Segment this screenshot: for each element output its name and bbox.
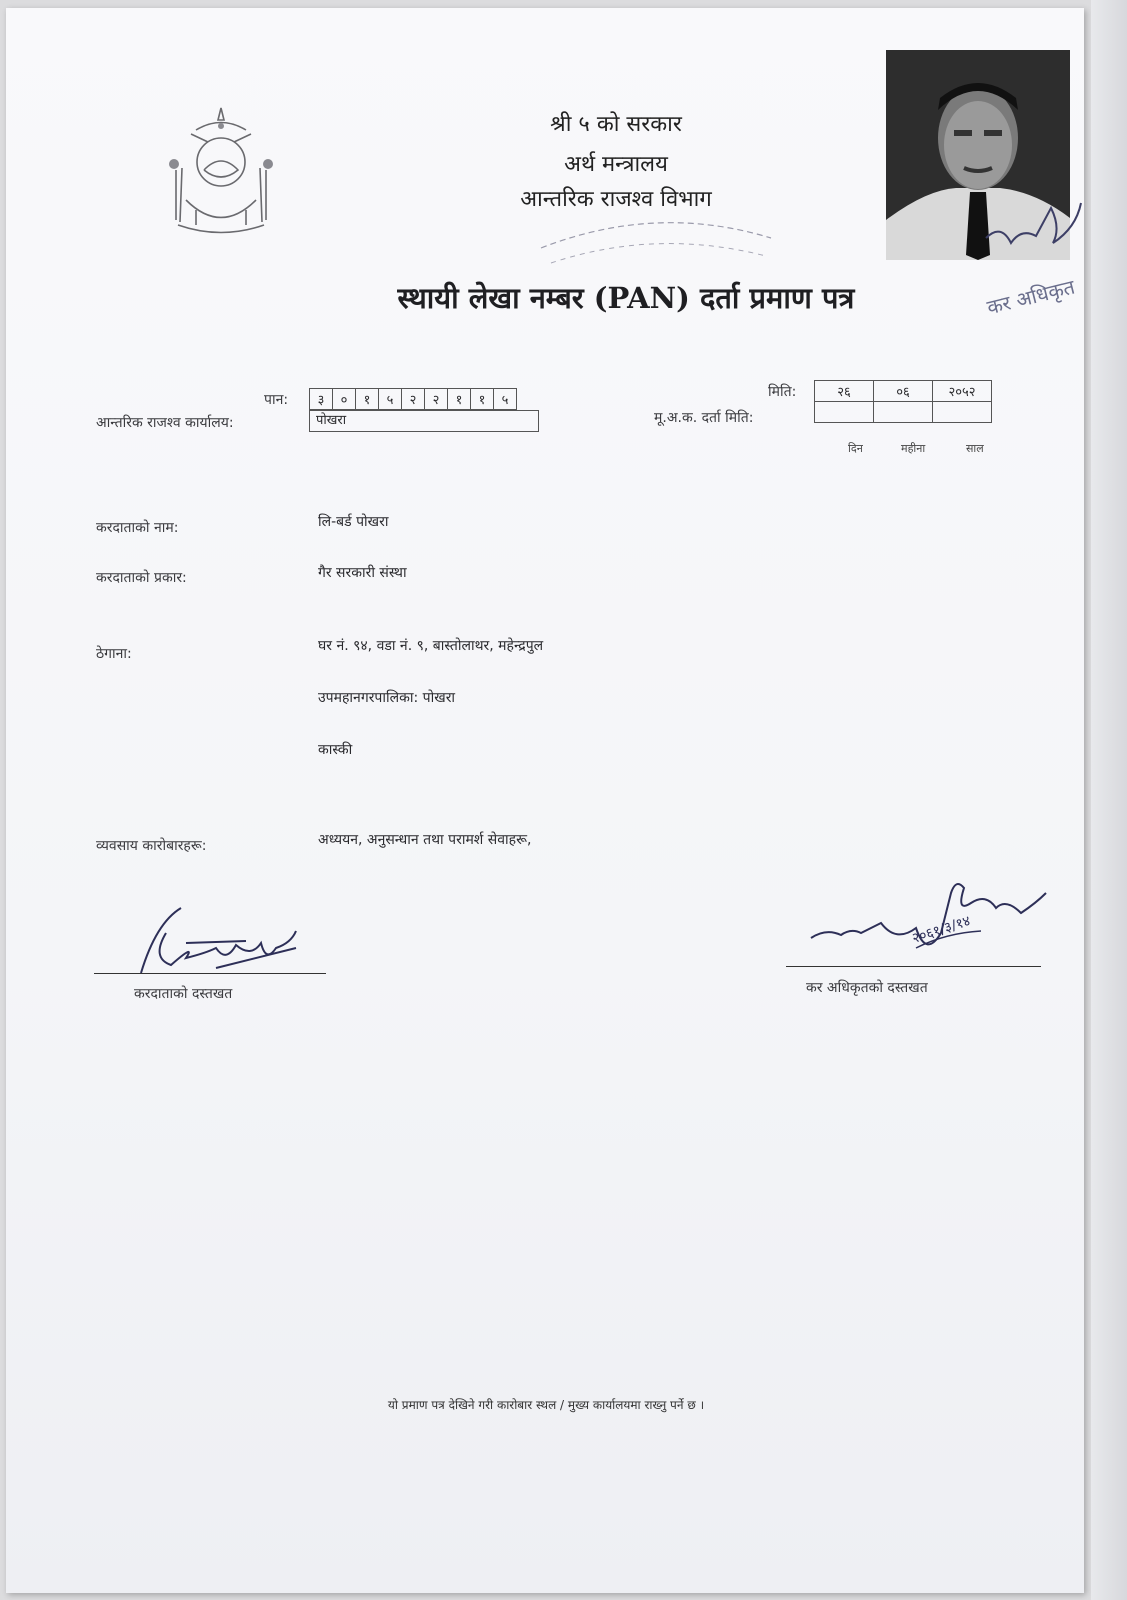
address-line-1: घर नं. ९४, वडा नं. ९, बास्तोलाथर, महेन्द्रपुल [318, 638, 544, 654]
footer-note: यो प्रमाण पत्र देखिने गरी कारोबार स्थल / मुख्य कार्यालयमा राख्नु पर्ने छ । [387, 1398, 705, 1412]
address-line-2: उपमहानगरपालिका: पोखरा [318, 690, 456, 706]
faint-stamp-mark [531, 208, 781, 278]
vat-date-day [815, 402, 874, 423]
office-value: पोखरा [309, 410, 539, 432]
government-heading: श्री ५ को सरकार [550, 112, 682, 137]
office-label: आन्तरिक राजश्व कार्यालय: [96, 415, 234, 431]
vat-date-year [933, 402, 992, 423]
address-line-3: कास्की [318, 742, 353, 758]
taxpayer-signature [126, 903, 326, 983]
pan-digit: २ [402, 389, 425, 410]
date-month: ०६ [874, 381, 933, 402]
pan-digit: ५ [494, 389, 517, 410]
date-label: मिति: [768, 384, 797, 400]
pan-digit: ३ [310, 389, 333, 410]
ministry-heading: अर्थ मन्त्रालय [564, 152, 668, 177]
pan-digit: ५ [379, 389, 402, 410]
pan-digit: २ [425, 389, 448, 410]
vat-date-month [874, 402, 933, 423]
photo-attestation-signature [981, 198, 1084, 268]
pan-number-boxes [309, 388, 517, 410]
business-label: व्यवसाय कारोबारहरू: [96, 838, 207, 854]
pan-digit: १ [471, 389, 494, 410]
vat-date-label: मू.अ.क. दर्ता मिति: [654, 410, 754, 426]
taxpayer-signature-label: करदाताको दस्तखत [134, 986, 233, 1002]
coat-of-arms-emblem [156, 100, 286, 240]
tax-officer-stamp: कर अधिकृत [984, 274, 1078, 320]
date-boxes [814, 380, 992, 423]
taxpayer-name-label: करदाताको नाम: [96, 520, 179, 536]
taxpayer-name: लि-बर्ड पोखरा [318, 514, 389, 530]
date-year: २०५२ [933, 381, 992, 402]
business-activities: अध्ययन, अनुसन्धान तथा परामर्श सेवाहरू, [318, 832, 532, 848]
officer-signature-date: २०६१/३/१४ [910, 913, 973, 947]
certificate-title: स्थायी लेखा नम्बर (PAN) दर्ता प्रमाण पत्र [397, 281, 855, 315]
taxpayer-signature-line [94, 973, 326, 974]
pan-digit: १ [356, 389, 379, 410]
taxpayer-type: गैर सरकारी संस्था [318, 565, 407, 581]
year-caption: साल [966, 442, 984, 455]
address-label: ठेगाना: [96, 646, 132, 662]
page-edge-shadow [1091, 0, 1127, 1600]
officer-signature-label: कर अधिकृतको दस्तखत [806, 980, 928, 996]
date-day: २६ [815, 381, 874, 402]
officer-signature [806, 873, 1056, 968]
day-caption: दिन [848, 442, 863, 455]
officer-signature-line [786, 966, 1041, 967]
certificate-page [6, 8, 1084, 1593]
department-heading: आन्तरिक राजश्व विभाग [520, 187, 712, 212]
taxpayer-type-label: करदाताको प्रकार: [96, 570, 187, 586]
month-caption: महीना [901, 442, 926, 455]
pan-digit: १ [448, 389, 471, 410]
pan-digit: ० [333, 389, 356, 410]
pan-label: पान: [264, 392, 289, 408]
